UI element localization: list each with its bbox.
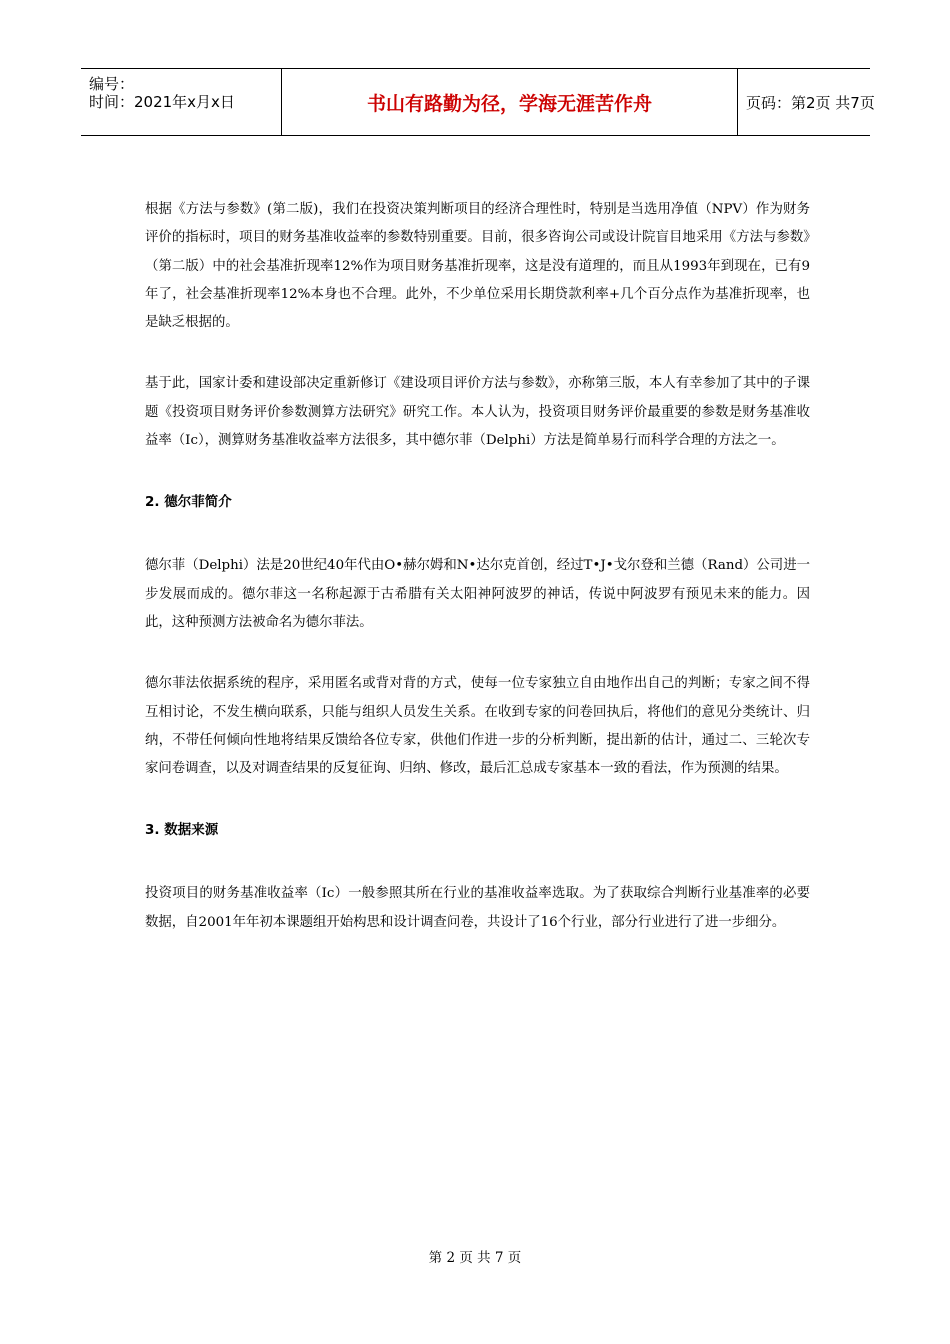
- page-footer: 第 2 页 共 7 页: [428, 1250, 522, 1266]
- header-motto: 书山有路勤为径，学海无涯苦作舟: [366, 92, 652, 115]
- paragraph-revision-background: 基于此，国家计委和建设部决定重新修订《建设项目评价方法与参数》，亦称第三版，本人有幸参加了其中的子课题《投资项目财务评价参数测算方法研究》研究工作。本人认为，投资项目财务评价最重要的参数是财务基准收益率（Ic），测算财务基准收益率方法很多，其中德尔菲（Delphi）方法是简单易行而科学合理的方法之一。: [145, 376, 810, 449]
- header-page-cell: [738, 69, 875, 135]
- section-heading-delphi-intro: 2. 德尔菲简介: [145, 494, 232, 511]
- header-left-cell: [81, 69, 281, 135]
- paragraph-delphi-origin: 德尔菲（Delphi）法是20世纪40年代由O•赫尔姆和N•达尔克首创，经过T•J•戈尔登和兰德（Rand）公司进一步发展而成的。德尔菲这一名称起源于古希腊有关太阳神阿波罗的神话，传说中阿波罗有预见未来的能力。因此，这种预测方法被命名为德尔菲法。: [145, 558, 810, 630]
- section-heading-data-source: 3. 数据来源: [145, 822, 219, 839]
- document-date-label: 时间：2021年x月x日: [89, 93, 235, 111]
- paragraph-method-background: 根据《方法与参数》(第二版)，我们在投资决策判断项目的经济合理性时，特别是当选用净值（NPV）作为财务评价的指标时，项目的财务基准收益率的参数特别重要。目前，很多咨询公司或设计院盲目地采用《方法与参数》（第二版）中的社会基准折现率12%作为项目财务基准折现率，这是没有道理的，而且从1993年到现在，已有9年了，社会基准折现率12%本身也不合理。此外，不少单位采用长期贷款利率+几个百分点作为基准折现率，也是缺乏根据的。: [145, 202, 810, 331]
- header-page-info: 页码：第2页 共7页: [746, 93, 875, 112]
- paragraph-data-source: 投资项目的财务基准收益率（Ic）一般参照其所在行业的基准收益率选取。为了获取综合判断行业基准率的必要数据，自2001年年初本课题组开始构思和设计调查问卷，共设计了16个行业，部分行业进行了进一步细分。: [145, 886, 810, 930]
- document-body: [145, 196, 810, 970]
- page-header: [81, 68, 875, 136]
- paragraph-delphi-procedure: 德尔菲法依据系统的程序，采用匿名或背对背的方式，使每一位专家独立自由地作出自己的判断；专家之间不得互相讨论，不发生横向联系，只能与组织人员发生关系。在收到专家的问卷回执后，将他们的意见分类统计、归纳，不带任何倾向性地将结果反馈给各位专家，供他们作进一步的分析判断，提出新的估计，通过二、三轮次专家问卷调查，以及对调查结果的反复征询、归纳、修改，最后汇总成专家基本一致的看法，作为预测的结果。: [145, 676, 810, 777]
- header-motto-cell: [281, 69, 738, 135]
- document-code-label: 编号：: [89, 75, 135, 93]
